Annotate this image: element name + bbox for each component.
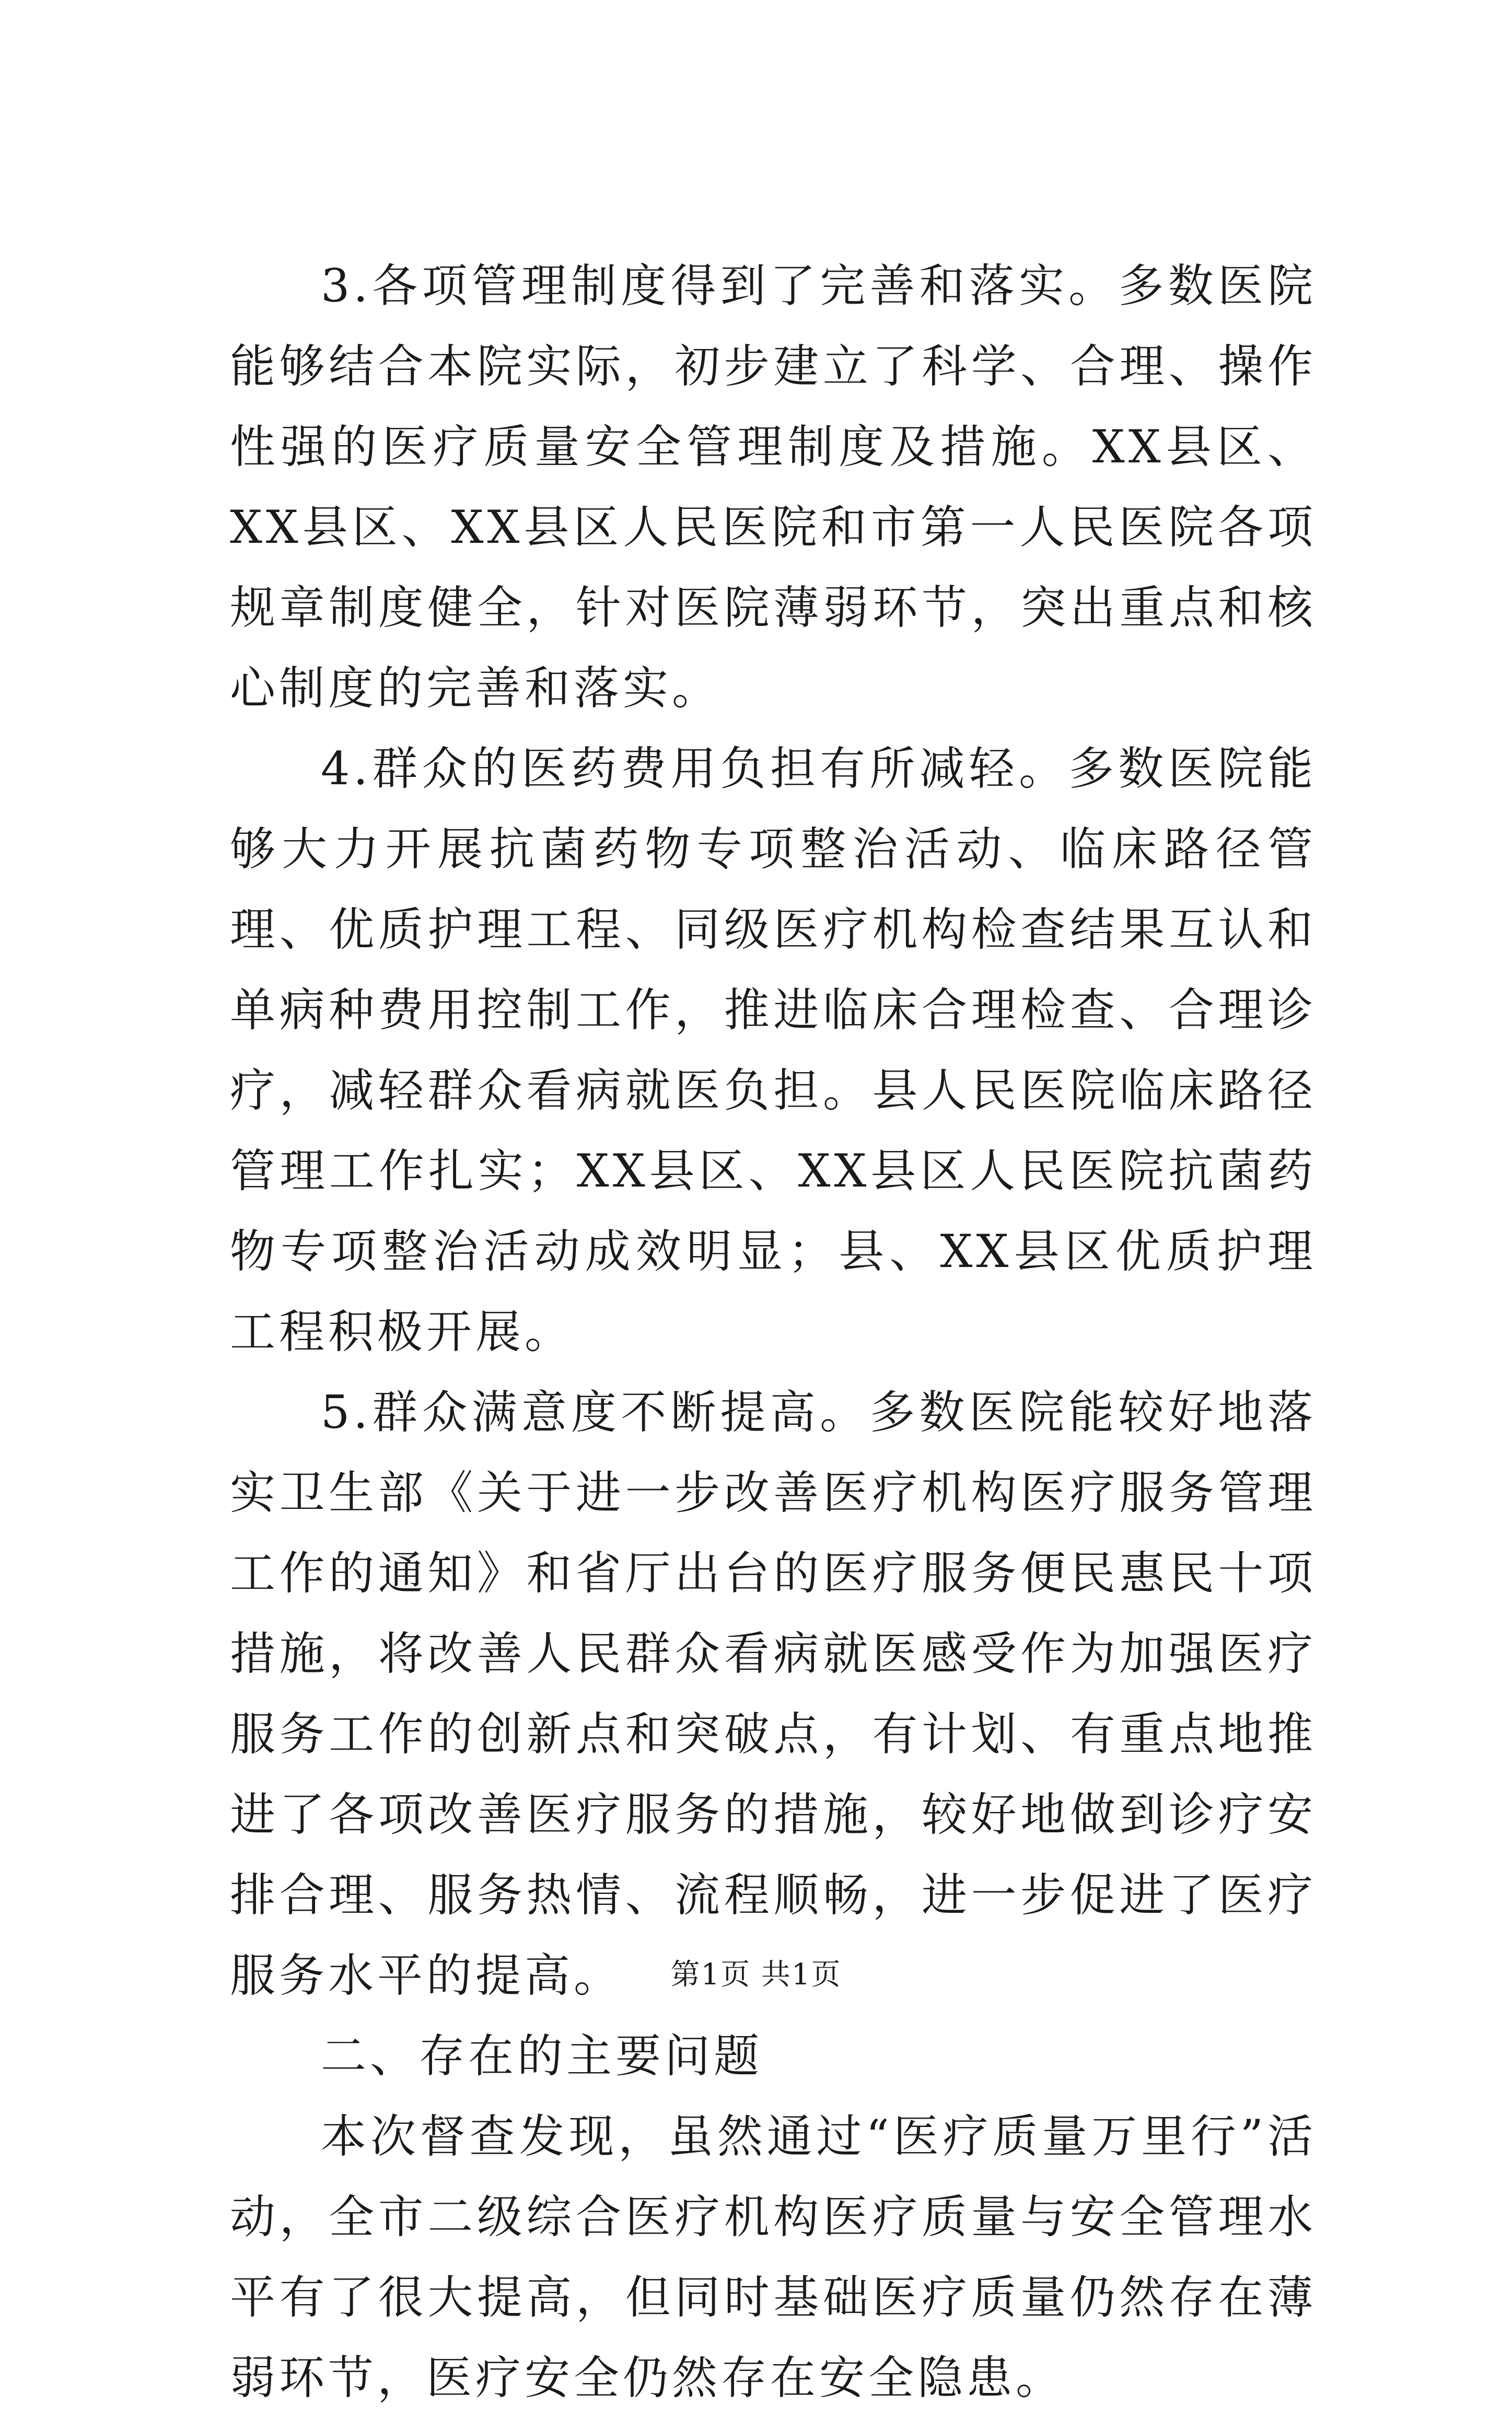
page-number-footer: 第1页 共1页 bbox=[670, 1958, 842, 1992]
paragraph-inspection-findings: 本次督查发现，虽然通过“医疗质量万里行”活动，全市二级综合医疗机构医疗质量与安全管理水平有了很大提高，但同时基础医疗质量仍然存在薄弱环节，医疗安全仍然存在安全隐患。 bbox=[230, 2110, 1317, 2404]
document-body bbox=[230, 246, 1317, 2418]
paragraph-medical-cost-burden: 4.群众的医药费用负担有所减轻。多数医院能够大力开展抗菌药物专项整治活动、临床路径管理、优质护理工程、同级医疗机构检查结果互认和单病种费用控制工作，推进临床合理检查、合理诊疗，减轻群众看病就医负担。县人民医院临床路径管理工作扎实；XX县区、XX县区人民医院抗菌药物专项整治活动成效明显；县、XX县区优质护理工程积极开展。 bbox=[230, 742, 1317, 1358]
paragraph-public-satisfaction: 5.群众满意度不断提高。多数医院能较好地落实卫生部《关于进一步改善医疗机构医疗服务管理工作的通知》和省厅出台的医疗服务便民惠民十项措施，将改善人民群众看病就医感受作为加强医疗服务工作的创新点和突破点，有计划、有重点地推进了各项改善医疗服务的措施，较好地做到诊疗安排合理、服务热情、流程顺畅，进一步促进了医疗服务水平的提高。 bbox=[230, 1386, 1317, 2002]
paragraph-management-systems: 3.各项管理制度得到了完善和落实。多数医院能够结合本院实际，初步建立了科学、合理、操作性强的医疗质量安全管理制度及措施。XX县区、XX县区、XX县区人民医院和市第一人民医院各项规章制度健全，针对医院薄弱环节，突出重点和核心制度的完善和落实。 bbox=[230, 259, 1317, 715]
section-heading-main-problems: 二、存在的主要问题 bbox=[321, 2029, 763, 2083]
